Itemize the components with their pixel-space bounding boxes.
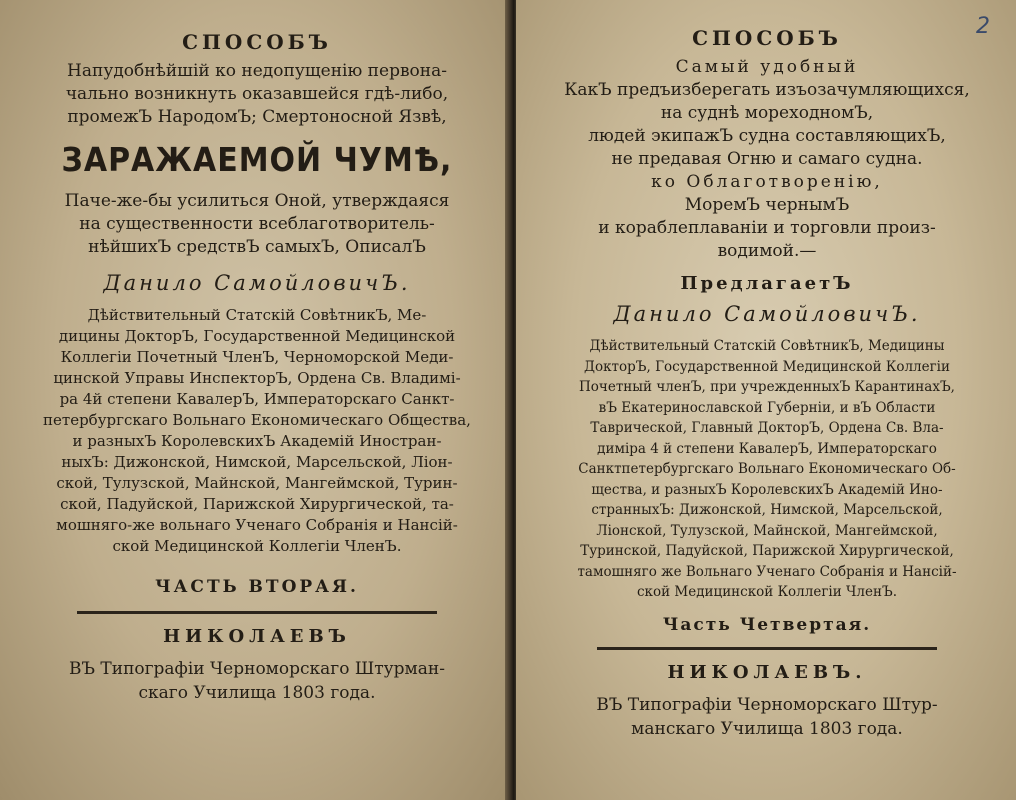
left-city: НИКОЛАЕВЪ [163,626,351,647]
right-intro-line: Самый удобный [675,57,859,77]
right-credential-line: вЪ Екатеринославской Губерніи, и вЪ Области [598,399,936,416]
right-imprint-line: манскаго Училища 1803 года. [631,718,903,739]
right-credential-line: Туринской, Падуйской, Парижской Хирургической, [580,543,954,559]
left-credentials [38,305,476,557]
left-intro-line: Напудобнѣйшій ко недопущенію первона- [67,61,447,81]
left-credential-line: ской, Тулузской, Майнской, Мангеймской, Турин- [56,474,458,492]
left-intro-line: чально возникнуть оказавшейся гдѣ-либо, [65,84,449,104]
right-credential-line: ской Медицинской Коллегіи ЧленЪ. [636,584,898,600]
right-title: СПОСОБЪ [692,26,842,50]
right-intro-line: ко Облаготворенію, [651,172,883,192]
left-credential-line: и разныхЪ КоролевскихЪ Академій Иностран- [72,432,442,450]
right-credential-line: щества, и разныхЪ КоролевскихЪ Академій Ино- [591,481,943,498]
right-intro-line: на суднѣ мореходномЪ, [660,103,874,123]
left-author: Данило СамойловичЪ. [103,271,411,295]
right-credential-line: Санктпетербургскаго Вольнаго Економическаго Об- [578,461,956,477]
right-intro-line: водимой.— [717,241,817,261]
left-intro-line: промежЪ НародомЪ; Смертоносной Язвѣ, [67,107,447,127]
right-imprint [546,693,988,741]
left-credential-line: дицины ДокторЪ, Государственной Медицинской [58,327,456,345]
right-city: НИКОЛАЕВЪ. [667,661,867,683]
left-intro [38,60,476,129]
right-credential-line: Таврической, Главный ДокторЪ, Ордена Св. Вла- [590,420,944,436]
right-part-label: Часть Четвертая. [662,614,872,635]
left-credential-line: ской Медицинской Коллегіи ЧленЪ. [112,537,402,555]
left-credential-line: петербургскаго Вольнаго Економическаго Общества, [43,411,471,429]
left-title: СПОСОБЪ [182,30,332,54]
left-credential-line: ныхЪ: Дижонской, Нимской, Марсельской, Ліон- [61,453,453,471]
right-intro [546,56,988,263]
right-divider [597,647,937,650]
right-intro-line: КакЪ предъизберегать изъозачумляющихся, [564,80,970,100]
right-imprint-line: ВЪ Типографіи Черноморскаго Штур- [596,694,938,715]
left-imprint [38,657,476,705]
left-part-label: ЧАСТЬ ВТОРАЯ. [155,577,359,597]
right-credential-line: диміра 4 й степени КавалерЪ, Императорскаго [597,440,937,457]
right-credential-line: ДокторЪ, Государственной Медицинской Коллегіи [583,358,950,375]
left-credential-line: ра 4й степени КавалерЪ, Императорскаго Санкт- [59,390,455,408]
left-credential-line: Коллегіи Почетный ЧленЪ, Черноморской Меди- [60,348,454,366]
left-divider [77,611,437,614]
left-body [38,190,476,259]
left-body-line: на существенности всеблаготворитель- [79,214,435,234]
right-credential-line: тамошняго же Вольнаго Ученаго Собранія и Нансій- [577,563,957,580]
left-credential-line: цинской Управы ИнспекторЪ, Ордена Св. Владимі- [53,369,461,387]
right-offers: ПредлагаетЪ [680,273,854,294]
right-author: Данило СамойловичЪ. [613,302,921,326]
left-credential-line: мошняго-же вольнаго Ученаго Собранія и Нансій- [56,516,458,534]
left-subject: ЗАРАЖАЕМОЙ ЧУМѢ, [61,141,453,180]
right-credential-line: Почетный членЪ, при учрежденныхЪ КарантинахЪ, [579,379,955,395]
left-imprint-line: ВЪ Типографіи Черноморскаго Штурман- [69,659,445,679]
right-intro-line: и кораблеплаваніи и торговли произ- [598,218,936,238]
right-credential-line: Дѣйствительный Статскій СовѣтникЪ, Медицины [589,338,945,354]
right-page [516,0,1016,800]
left-imprint-line: скаго Училища 1803 года. [138,683,376,703]
left-body-line: Паче-же-бы усилиться Оной, утверждаяся [64,191,450,211]
right-credential-line: Ліонской, Тулузской, Майнской, Мангеймской, [596,522,938,539]
right-intro-line: не предавая Огню и самаго судна. [611,149,923,169]
right-intro-line: людей экипажЪ судна составляющихЪ, [588,126,946,146]
right-credentials [546,336,988,603]
left-credential-line: ской, Падуйской, Парижской Хирургической, та- [60,495,454,513]
right-intro-line: МоремЪ чернымЪ [684,195,850,215]
folio-number: 2 [976,14,990,39]
left-credential-line: Дѣйствительный Статскій СовѣтникЪ, Ме- [87,306,427,324]
right-credential-line: странныхЪ: Дижонской, Нимской, Марсельской, [591,502,943,518]
left-body-line: нѣйшихЪ средствЪ самыхЪ, ОписалЪ [88,237,426,257]
